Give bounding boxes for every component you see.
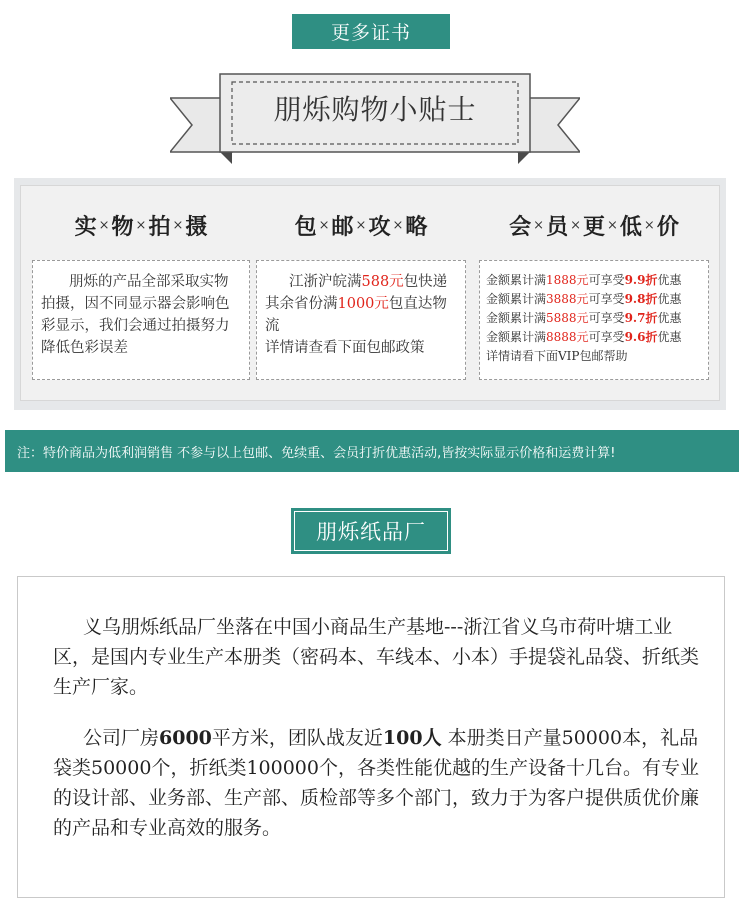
company-paragraph-2: 公司厂房6000平方米，团队战友近100人 本册类日产量50000本，礼品袋类50000个，折纸类100000个，各类性能优越的生产设备十几台。有专业的设计部、业务部、生产部、质检部等多个部门，致力于为客户提供质优价廉的产品和专业高效的服务。	[53, 727, 700, 839]
membership-tier: 金额累计满3888元可享受9.8折优惠	[486, 292, 682, 306]
membership-footer: 详情请看下面VIP包邮帮助	[486, 349, 628, 363]
shipping-box	[256, 260, 466, 380]
photography-box	[32, 260, 250, 380]
membership-tier: 金额累计满5888元可享受9.7折优惠	[486, 311, 682, 325]
photography-text: 朋烁的产品全部采取实物拍摄，因不同显示器会影响色彩显示，我们会通过拍摄努力降低色彩误差	[41, 274, 230, 356]
special-price-notice: 注：特价商品为低利润销售 不参与以上包邮、免续重、会员打折优惠活动,皆按实际显示价格和运费计算!	[5, 430, 739, 472]
column-title-shipping: 包 × 邮 × 攻 × 略	[294, 213, 428, 240]
company-title-box	[291, 508, 451, 554]
membership-tier: 金额累计满1888元可享受9.9折优惠	[486, 273, 682, 287]
company-title: 朋烁纸品厂	[294, 511, 448, 551]
membership-tiers	[480, 261, 708, 366]
tips-ribbon	[170, 60, 580, 165]
column-title-membership: 会 × 员 × 更 × 低 × 价	[509, 213, 679, 240]
more-certificates-tab[interactable]: 更多证书	[292, 14, 450, 49]
membership-tier: 金额累计满8888元可享受9.6折优惠	[486, 330, 682, 344]
tips-title: 朋烁购物小贴士	[273, 93, 477, 126]
company-paragraph-1: 义乌朋烁纸品厂坐落在中国小商品生产基地---浙江省义乌市荷叶塘工业区，是国内专业生产本册类（密码本、车线本、小本）手提袋礼品袋、折纸类生产厂家。	[53, 616, 700, 698]
column-title-photography: 实 × 物 × 拍 × 摄	[74, 213, 208, 240]
membership-box	[479, 260, 709, 380]
shipping-text: 江浙沪皖满588元包快递其余省份满1000元包直达物流 详情请查看下面包邮政策	[265, 274, 448, 356]
